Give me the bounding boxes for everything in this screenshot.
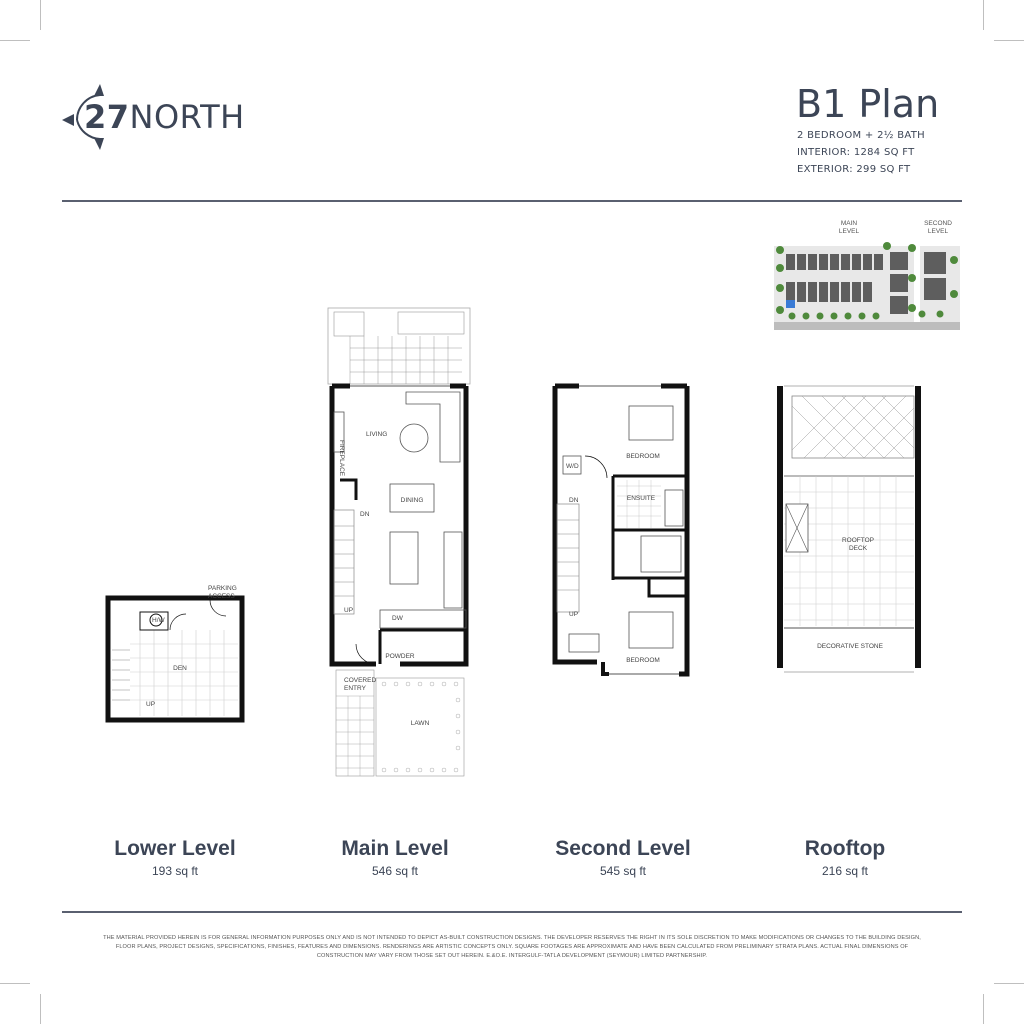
brand-word: NORTH xyxy=(129,98,245,136)
main-fireplace-label: FIREPLACE xyxy=(338,440,345,477)
level-area-main: 546 sq ft xyxy=(371,864,419,878)
main-dn-label: DN xyxy=(360,511,370,518)
spec-interior: INTERIOR: 1284 SQ FT xyxy=(797,147,915,158)
rooftop-plan xyxy=(772,382,932,682)
crop-mark xyxy=(40,0,41,30)
main-lawn-label: LAWN xyxy=(410,720,430,727)
main-up-label: UP xyxy=(344,607,354,614)
second-ensuite-label: ENSUITE xyxy=(626,495,656,502)
main-dw-label: DW xyxy=(392,615,403,622)
spec-exterior: EXTERIOR: 299 SQ FT xyxy=(797,164,911,175)
lower-wh-label: H/W xyxy=(152,617,165,624)
level-name-second: Second Level xyxy=(555,837,691,860)
crop-mark xyxy=(994,983,1024,984)
lower-up-label: UP xyxy=(146,701,156,708)
main-living-label: LIVING xyxy=(366,431,388,438)
main-dining-label: DINING xyxy=(400,497,424,504)
crop-mark xyxy=(994,40,1024,41)
second-wd-label: W/D xyxy=(566,463,579,470)
key-plan-second-label: SECOND LEVEL xyxy=(924,220,952,235)
main-level-plan xyxy=(320,300,480,785)
footer-divider xyxy=(62,911,962,913)
disclaimer-text: THE MATERIAL PROVIDED HEREIN IS FOR GENERAL INFORMATION PURPOSES ONLY AND IS NOT INTENDED TO DEPICT AS-BUILT CONSTRUCTION DESIGNS. THE DEVELOPER RESERVES THE RIGHT IN ITS SOLE DISCRETION TO MAKE MODIFICATIONS OR CHANGES TO THE BUILDING DESIGN, FLOOR PLANS, PROJECT DESIGNS, SPECIFICATIONS, FINISHES, FEATURES AND DIMENSIONS. RENDERINGS ARE ARTISTIC CONCEPTS ONLY. SQUARE FOOTAGES ARE APPROXIMATE AND HAVE BEEN CALCULATED FROM PRELIMINARY STRATA PLANS. ACTUAL FINAL DIMENSIONS OF CONSTRUCTION MAY VARY FROM THOSE SET OUT HEREIN. E.&O.E. INTERGULF-TATLA DEVELOPMENT (SEYMOUR) LIMITED PARTNERSHIP. xyxy=(103,935,921,959)
key-plan xyxy=(772,218,962,336)
crop-mark xyxy=(983,0,984,30)
lower-den-label: DEN xyxy=(173,665,187,672)
crop-mark xyxy=(983,994,984,1024)
second-dn-label: DN xyxy=(569,497,579,504)
level-name-main: Main Level xyxy=(341,837,449,860)
brand-number: 27 xyxy=(84,98,130,136)
second-bedroom-bottom-label: BEDROOM xyxy=(626,657,660,664)
crop-mark xyxy=(40,994,41,1024)
spec-bedrooms: 2 BEDROOM + 2½ BATH xyxy=(797,130,925,141)
level-name-rooftop: Rooftop xyxy=(804,837,886,860)
second-level-plan xyxy=(545,380,695,680)
second-bedroom-top-label: BEDROOM xyxy=(626,453,660,460)
main-covered-entry-label: COVERED ENTRY xyxy=(344,677,377,692)
level-area-rooftop: 216 sq ft xyxy=(821,864,869,878)
crop-mark xyxy=(0,40,30,41)
level-name-lower: Lower Level xyxy=(114,837,236,860)
level-area-second: 545 sq ft xyxy=(599,864,647,878)
plan-title: B1 Plan xyxy=(796,82,940,126)
key-plan-main-label: MAIN LEVEL xyxy=(838,220,860,235)
level-area-lower: 193 sq ft xyxy=(151,864,199,878)
header-divider xyxy=(62,200,962,202)
rooftop-deck-label: ROOFTOP DECK xyxy=(841,537,875,552)
brand-logo xyxy=(60,82,250,152)
lower-parking-label: PARKING ACCESS xyxy=(208,585,237,600)
second-up-label: UP xyxy=(569,611,579,618)
crop-mark xyxy=(0,983,30,984)
lower-level-plan xyxy=(100,580,250,730)
rooftop-stone-label: DECORATIVE STONE xyxy=(817,643,883,650)
main-powder-label: POWDER xyxy=(385,653,415,660)
key-plan-map xyxy=(772,238,962,334)
